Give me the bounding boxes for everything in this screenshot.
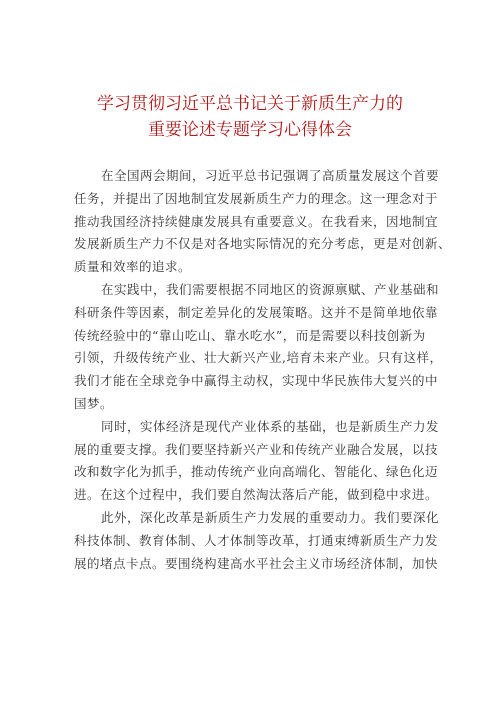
body-text-line: 同时，实体经济是现代产业体系的基础，也是新质生产力发 bbox=[101, 418, 440, 434]
body-text-line: 引领，升级传统产业、壮大新兴产业,培育未来产业。只有这样， bbox=[74, 350, 443, 366]
body-text-line: 国梦。 bbox=[74, 395, 114, 411]
paragraph bbox=[74, 165, 452, 279]
body-text-line: 展的重要支撑。我们要坚持新兴产业和传统产业融合发展，以技 bbox=[74, 441, 439, 457]
body-text-line: 推动我国经济持续健康发展具有重要意义。在我看来，因地制宜 bbox=[74, 213, 439, 229]
body-text-line: 传统经验中的“靠山吃山、靠水吃水”，而是需要以科技创新为 bbox=[74, 327, 426, 343]
document-title-line-2: 重要论述专题学习心得体会 bbox=[148, 120, 352, 140]
body-text-line: 此外，深化改革是新质生产力发展的重要动力。我们要深化 bbox=[101, 509, 440, 525]
document-body bbox=[74, 165, 452, 575]
body-text-line: 进。在这个过程中，我们要自然淘汰落后产能，做到稳中求进。 bbox=[74, 487, 439, 503]
body-text-line: 任务，并提出了因地制宜发展新质生产力的理念。这一理念对于 bbox=[74, 190, 439, 206]
body-text-line: 展的堵点卡点。要围绕构建高水平社会主义市场经济体制，加快 bbox=[74, 555, 439, 571]
document-title-line-1: 学习贯彻习近平总书记关于新质生产力的 bbox=[97, 94, 403, 114]
paragraph bbox=[74, 279, 443, 416]
body-text-line: 科研条件等因素，制定差异化的发展策略。这并不是简单地依靠 bbox=[74, 304, 439, 320]
body-text-line: 发展新质生产力不仅是对各地实际情况的充分考虑，更是对创新、 bbox=[74, 236, 452, 252]
body-text-line: 质量和效率的追求。 bbox=[74, 259, 192, 275]
body-text-line: 科技体制、教育体制、人才体制等改革，打通束缚新质生产力发 bbox=[74, 532, 439, 548]
body-text-line: 在实践中，我们需要根据不同地区的资源禀赋、产业基础和 bbox=[101, 281, 440, 297]
body-text-line: 我们才能在全球竞争中赢得主动权，实现中华民族伟大复兴的中 bbox=[74, 373, 439, 389]
paragraph bbox=[74, 416, 440, 507]
body-text-line: 在全国两会期间，习近平总书记强调了高质量发展这个首要 bbox=[101, 168, 440, 183]
paragraph bbox=[74, 507, 440, 575]
body-text-line: 改和数字化为抓手，推动传统产业向高端化、智能化、绿色化迈 bbox=[74, 464, 439, 480]
